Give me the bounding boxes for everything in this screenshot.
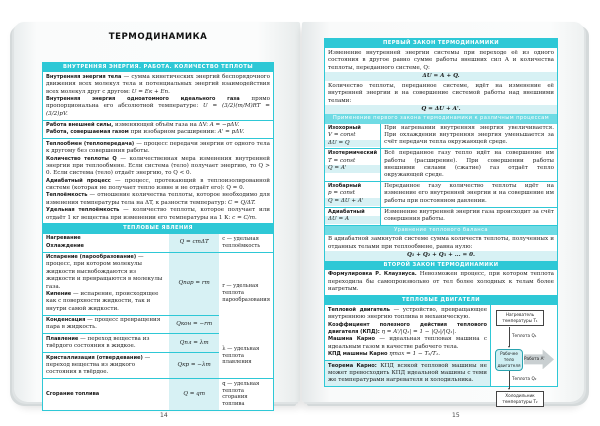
term: Плавление bbox=[46, 335, 79, 342]
process-description: Изменение внутренней энергии газа происходит за счёт совершения работы. bbox=[381, 207, 557, 225]
formula: U = (3/2)(m/M)RT = (3/2)pV. bbox=[46, 103, 270, 117]
definition: Невозможен процесс, при котором теплота переходила бы самопроизвольно от тел более холодных к телам более нагретым. bbox=[328, 271, 554, 293]
term: Кристаллизация (отвердевание) bbox=[46, 354, 143, 361]
process-description: При нагревании внутренняя энергия увеличивается. При охлаждении внутренняя энергия уменьшается за счёт передачи тепла окружающей среде. bbox=[381, 124, 557, 149]
definition: — устройство, превращающее внутреннюю энергию топлива в механическую. bbox=[328, 306, 488, 321]
formula-cell: Qкон = −rm bbox=[169, 315, 219, 334]
first-law-text: Изменение внутренней энергии системы при переходе её из одного состояния в другое равно сумме работы внешних сил A и количества теплоты, переданного системе, Q: bbox=[328, 49, 554, 71]
definition: — количественная мера изменения внутренней энергии при теплообмене. Если система (тело) получает энергию, то Q > 0. Если система (тело) отдаёт энергию, то Q < 0. bbox=[46, 155, 270, 177]
phenomenon-cell bbox=[43, 234, 169, 252]
term: Охлаждение bbox=[46, 242, 84, 249]
page-number-right: 15 bbox=[452, 412, 460, 419]
first-law-text-2: Количество теплоты, переданное системе, идёт на изменение её внутренней энергии и на совершение системой работы над внешними телами: bbox=[328, 82, 554, 104]
term: Испарение (парообразование) bbox=[46, 254, 137, 261]
definition: — отношение количества теплоты, которое необходимо для изменения температуры тела на ΔT, к разности температур: bbox=[46, 192, 270, 206]
definition: — количество теплоты, которое получает или отдаёт 1 кг вещества при изменении его температуры на 1 К: bbox=[46, 207, 270, 221]
note-cell: c — удельная теплоёмкость bbox=[219, 234, 273, 252]
second-law-block bbox=[325, 270, 557, 296]
section-header-applications: Применение первого закона термодинамики к различным процессам bbox=[325, 114, 557, 123]
process-name: Изотермический bbox=[328, 150, 378, 157]
formula: C = Q/ΔT. bbox=[227, 199, 256, 206]
process-law: ΔU = A bbox=[325, 216, 380, 224]
work-label: Работа A' bbox=[524, 356, 545, 362]
term: Тепловой двигатель bbox=[328, 306, 390, 313]
heat-block bbox=[43, 139, 273, 224]
section-header-first-law: ПЕРВЫЙ ЗАКОН ТЕРМОДИНАМИКИ bbox=[325, 39, 557, 48]
term: Адиабатный процесс bbox=[46, 177, 111, 184]
left-content-frame bbox=[42, 62, 274, 411]
formula-cell: Qпар = rm bbox=[169, 252, 219, 315]
formula-cell: Q = cmΔT bbox=[169, 234, 219, 252]
table-row bbox=[325, 181, 557, 207]
phenomenon-cell bbox=[43, 379, 169, 410]
formula: c = C/m. bbox=[232, 214, 257, 221]
engines-text bbox=[325, 305, 491, 386]
heat-engine-diagram bbox=[491, 305, 557, 405]
table-row bbox=[325, 207, 557, 225]
first-law-formula: ΔU = A + Q. bbox=[325, 72, 557, 81]
term: Коэффициент полезного действия теплового двигателя (КПД): bbox=[328, 321, 487, 336]
definition: при изобарном расширении: bbox=[128, 129, 218, 136]
q1-label: Теплота Q₁ bbox=[512, 333, 537, 339]
section-header-engines: ТЕПЛОВЫЕ ДВИГАТЕЛИ bbox=[325, 296, 557, 305]
section-header-thermal-phenomena: ТЕПЛОВЫЕ ЯВЛЕНИЯ bbox=[43, 224, 273, 233]
heater-box: Нагреватель температуры T₁ bbox=[496, 310, 544, 326]
formula-cell: Q = qm bbox=[169, 379, 219, 410]
formula: ηmax = 1 − T₂/T₁. bbox=[387, 351, 441, 358]
work-block bbox=[43, 121, 273, 140]
table-row bbox=[43, 252, 273, 315]
term: Формулировка Р. Клаузиуса. bbox=[328, 271, 417, 278]
table-row bbox=[325, 149, 557, 182]
engines-section bbox=[325, 305, 557, 405]
note-cell: r — удельная теплота парообразования bbox=[222, 282, 271, 303]
process-name: Изохорный bbox=[328, 124, 361, 131]
arrow-down-icon bbox=[508, 388, 510, 390]
internal-energy-block bbox=[43, 72, 273, 120]
definition: — сумма кинетических энергий беспорядочного движения всех молекул тела и потенциальных энергий взаимодействия всех молекул друг с другом: bbox=[46, 73, 270, 95]
definition: — процесс передачи энергии от одного тела к другому без совершения работы. bbox=[46, 140, 270, 155]
process-key bbox=[325, 149, 381, 182]
right-content-frame bbox=[324, 38, 558, 405]
term: Нагревание bbox=[46, 235, 81, 242]
term: Сгорание топлива bbox=[46, 390, 100, 397]
phenomenon-cell bbox=[43, 315, 169, 334]
process-law: Q = ΔU + A' bbox=[325, 198, 380, 206]
section-header-internal-energy: ВНУТРЕННЯЯ ЭНЕРГИЯ. РАБОТА. КОЛИЧЕСТВО ТЕПЛОТЫ bbox=[43, 63, 273, 72]
page-number-left: 14 bbox=[160, 412, 168, 419]
definition: — переход вещества из жидкого состояния в твёрдое. bbox=[46, 354, 151, 376]
process-key bbox=[325, 207, 381, 225]
definition: — процесс, протекающий в теплоизолированной системе (которая не получает тепло извне и не отдаёт его): Q = 0. bbox=[46, 177, 270, 192]
term: Кипение bbox=[46, 290, 72, 297]
section-header-heat-balance: Уравнение теплового баланса bbox=[325, 226, 557, 235]
definition: изменяющей объём газа на ΔV: bbox=[113, 122, 210, 129]
process-law: ΔU = Q bbox=[325, 140, 380, 148]
term: Работа, совершаемая газом bbox=[46, 129, 129, 136]
formula: η = A'/|Q₁| = 1 − |Q₂|/|Q₁|. bbox=[379, 329, 457, 336]
process-condition: T = const bbox=[328, 157, 356, 164]
formula-cell: Qпл = λm bbox=[169, 334, 219, 353]
term: Работа внешней силы, bbox=[46, 122, 114, 129]
process-law: Q = A' bbox=[325, 165, 380, 173]
engines-block bbox=[325, 305, 490, 360]
chapter-title: ТЕРМОДИНАМИКА bbox=[108, 32, 208, 42]
heat-balance-formula: Q₁ + Q₂ + Q₃ + ... = 0. bbox=[325, 251, 557, 260]
definition: — переход вещества из твёрдого состояния в жидкое. bbox=[46, 335, 150, 350]
term: Удельная теплоёмкость bbox=[46, 207, 120, 214]
definition: прямо пропорциональна его абсолютной температуре: bbox=[46, 95, 270, 110]
formula-cell: Qкр = −λm bbox=[169, 353, 219, 379]
note-cell: λ — удельная теплота плавления bbox=[219, 334, 273, 379]
phenomenon-cell bbox=[43, 353, 169, 379]
formula: U = Eк + Eп. bbox=[131, 88, 170, 95]
table-row bbox=[43, 379, 273, 410]
q2-label: Теплота Q₂ bbox=[512, 376, 537, 382]
process-key bbox=[325, 124, 381, 149]
formula: A' = pΔV. bbox=[217, 129, 245, 136]
table-row bbox=[43, 234, 273, 252]
process-description: Всё переданное газу тепло идёт на совершение им работы (расширение). При совершении работы внешними силами (сжатие) газ отдаёт тепло окружающей среде. bbox=[381, 149, 557, 182]
definition: — идеальная тепловая машина с идеальным газом в качестве рабочего тела. bbox=[328, 336, 488, 350]
term: Теплоёмкость bbox=[46, 192, 88, 199]
process-name: Адиабатный bbox=[328, 208, 365, 215]
process-condition: p = const bbox=[328, 190, 356, 197]
phenomenon-cell bbox=[43, 252, 169, 315]
process-condition: V = const bbox=[328, 132, 356, 139]
formula: A = −pΔV. bbox=[209, 122, 240, 129]
open-book bbox=[10, 14, 592, 419]
term: Теплообмен (теплопередача) bbox=[46, 140, 135, 147]
process-name: Изобарный bbox=[328, 182, 362, 189]
arrow-line-q1 bbox=[509, 327, 510, 347]
process-description: Переданное газу количество теплоты идёт на изменение его внутренней энергии и на совершение им работы при постоянном давлении. bbox=[381, 181, 557, 207]
definition: КПД всякой тепловой машины не может превосходить КПД идеальной машины с теми же температурами нагревателя и холодильника. bbox=[328, 362, 487, 384]
carnot-theorem bbox=[325, 360, 490, 386]
heat-balance-text: В адиабатной замкнутой системе сумма количеств теплоты, полученных и отданных телами при теплообмене, равна нулю: bbox=[328, 236, 554, 250]
term: Внутренняя энергия тела bbox=[46, 73, 122, 80]
processes-table bbox=[325, 124, 557, 226]
phenomenon-cell bbox=[43, 334, 169, 353]
term: Конденсация bbox=[46, 317, 86, 324]
definition: — процесс превращения пара в жидкость. bbox=[46, 317, 161, 331]
term: Внутренняя энергия одноатомного идеального газа bbox=[46, 95, 240, 102]
term: Теорема Карно: bbox=[328, 362, 377, 369]
section-header-second-law: ВТОРОЙ ЗАКОН ТЕРМОДИНАМИКИ bbox=[325, 261, 557, 270]
working-body-box: Рабочее тело двигателя bbox=[495, 349, 523, 371]
definition: — испарение, происходящее как с поверхности жидкости, так и внутри самой жидкости. bbox=[46, 290, 159, 312]
table-row bbox=[43, 334, 273, 353]
cooler-box: Холодильник температуры T₂ bbox=[496, 391, 544, 407]
process-key bbox=[325, 181, 381, 207]
table-row bbox=[325, 124, 557, 149]
term: Количество теплоты Q bbox=[46, 155, 117, 162]
term: Машина Карно bbox=[328, 336, 376, 343]
arrow-down-icon bbox=[508, 346, 510, 348]
thermal-phenomena-table bbox=[43, 234, 273, 410]
note-cell: q — удельная теплота сгорания топлива bbox=[222, 380, 260, 408]
first-law-formula-2: Q = ΔU + A'. bbox=[325, 105, 557, 114]
definition: — процесс, при котором молекулы жидкости высвобождаются из жидкости и превращаются в молекулы газа. bbox=[46, 254, 163, 290]
arrow-line-q2 bbox=[509, 371, 510, 389]
term: КПД машины Карно bbox=[328, 351, 388, 358]
